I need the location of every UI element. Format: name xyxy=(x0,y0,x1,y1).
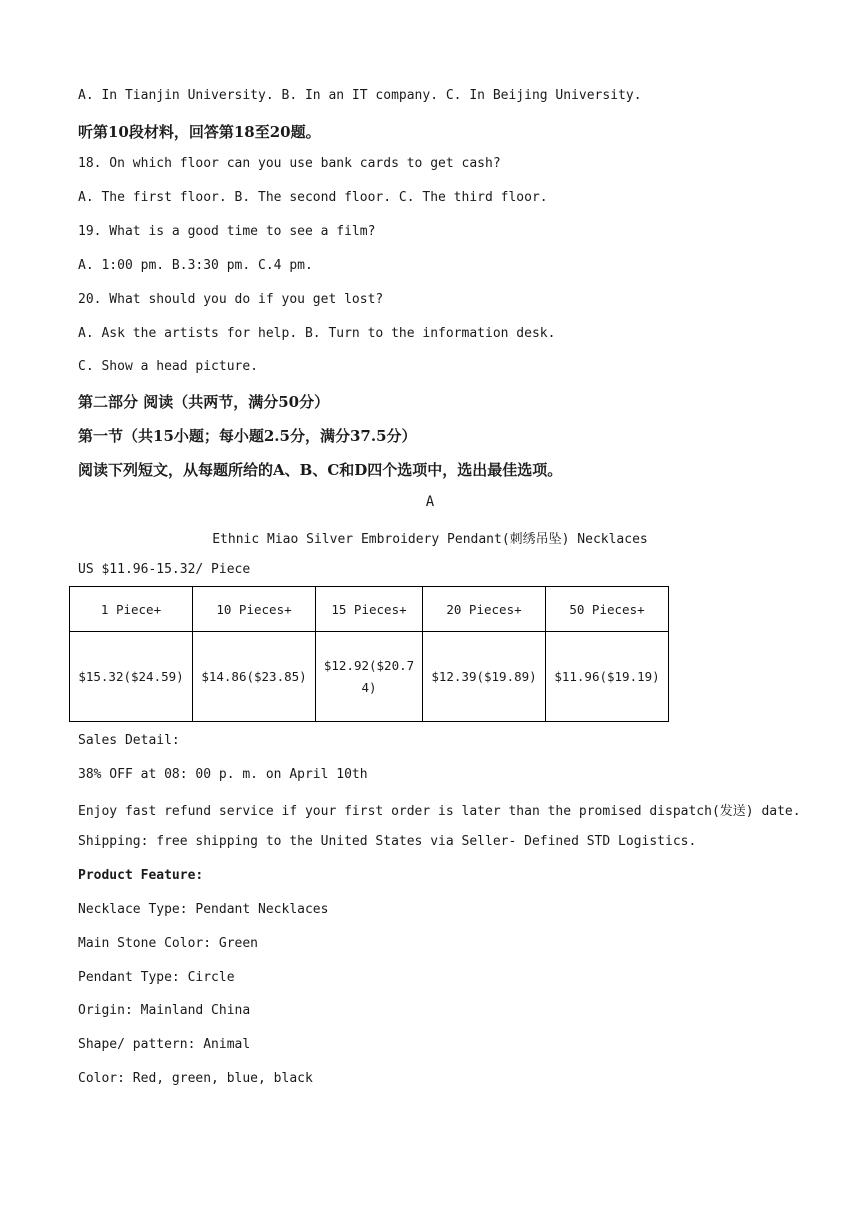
shipping-line: Shipping: free shipping to the United States via Seller- Defined STD Logistics. xyxy=(78,834,697,849)
q19-options: A. 1:00 pm. B.3:30 pm. C.4 pm. xyxy=(78,258,313,273)
qty-header-50: 50 Pieces+ xyxy=(546,587,669,632)
section10-instruction: 听第10段材料，回答第18至20题。 xyxy=(78,123,321,141)
qty-header-10: 10 Pieces+ xyxy=(193,587,316,632)
part2-heading: 第二部分 阅读（共两节，满分50分） xyxy=(78,393,330,411)
price-table-header-row xyxy=(70,587,669,632)
qty-header-1: 1 Piece+ xyxy=(70,587,193,632)
q20-question: 20. What should you do if you get lost? xyxy=(78,292,384,307)
price-cell-20: $12.39($19.89) xyxy=(423,632,546,722)
price-range: US $11.96-15.32/ Piece xyxy=(78,562,251,577)
passage-label: A xyxy=(425,494,435,510)
q18-options: A. The first floor. B. The second floor. C. The third floor. xyxy=(78,190,548,205)
q18-question: 18. On which floor can you use bank cards to get cash? xyxy=(78,156,501,171)
feature-color: Color: Red, green, blue, black xyxy=(78,1071,313,1086)
price-cell-1: $15.32($24.59) xyxy=(70,632,193,722)
qty-header-20: 20 Pieces+ xyxy=(423,587,546,632)
feature-pendant-type: Pendant Type: Circle xyxy=(78,970,235,985)
price-cell-10: $14.86($23.85) xyxy=(193,632,316,722)
price-cell-50: $11.96($19.19) xyxy=(546,632,669,722)
q20-option-c: C. Show a head picture. xyxy=(78,359,259,374)
feature-necklace-type: Necklace Type: Pendant Necklaces xyxy=(78,902,329,917)
product-title: Ethnic Miao Silver Embroidery Pendant(刺绣吊坠) Necklaces xyxy=(212,532,648,547)
feature-origin: Origin: Mainland China xyxy=(78,1003,251,1018)
q20-options-ab: A. Ask the artists for help. B. Turn to the information desk. xyxy=(78,326,556,341)
refund-line: Enjoy fast refund service if your first order is later than the promised dispatch(发送) date. xyxy=(78,804,801,819)
price-cell-15-text: $12.92($20.74) xyxy=(323,657,415,695)
q17-options: A. In Tianjin University. B. In an IT company. C. In Beijing University. xyxy=(78,88,642,103)
feature-stone-color: Main Stone Color: Green xyxy=(78,936,259,951)
price-table xyxy=(69,586,669,722)
discount-line: 38% OFF at 08: 00 p. m. on April 10th xyxy=(78,767,368,782)
price-table-value-row xyxy=(70,632,669,722)
price-cell-15 xyxy=(316,632,423,722)
feature-shape: Shape/ pattern: Animal xyxy=(78,1037,251,1052)
sales-detail-label: Sales Detail: xyxy=(78,733,180,748)
q19-question: 19. What is a good time to see a film? xyxy=(78,224,376,239)
reading-instruction: 阅读下列短文，从每题所给的A、B、C和D四个选项中，选出最佳选项。 xyxy=(78,461,563,479)
section1-heading: 第一节（共15小题；每小题2.5分，满分37.5分） xyxy=(78,427,417,445)
product-feature-label: Product Feature: xyxy=(78,868,204,883)
qty-header-15: 15 Pieces+ xyxy=(316,587,423,632)
